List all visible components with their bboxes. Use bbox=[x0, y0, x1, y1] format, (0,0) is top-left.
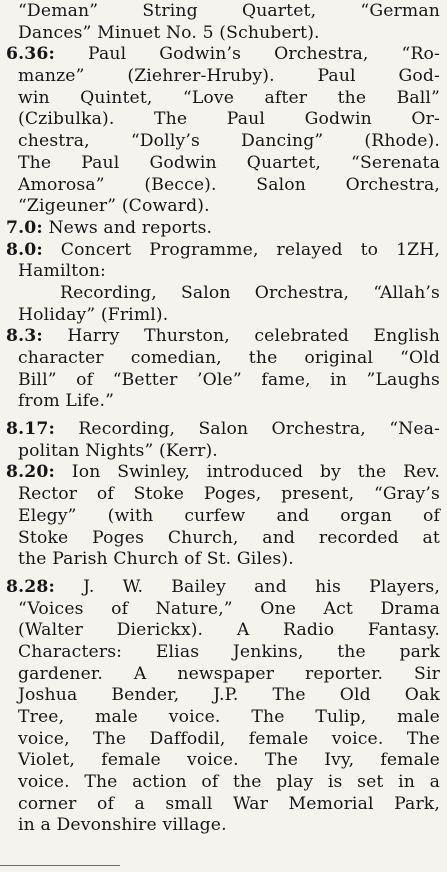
entry-line: Rector of Stoke Poges, present, “Gray’s bbox=[18, 484, 440, 505]
entry-time: 8.0: bbox=[6, 239, 43, 260]
entry-line: Harry Thurston, celebrated English bbox=[42, 326, 440, 347]
entry-line: Elegy” (with curfew and organ of bbox=[18, 505, 440, 526]
entry-line: in a Devonshire village. bbox=[18, 815, 227, 836]
programme-entry-continuation bbox=[6, 1, 440, 44]
programme-entry-803 bbox=[6, 326, 440, 413]
entry-line: Hamilton: bbox=[18, 261, 106, 282]
column-end-rule bbox=[0, 865, 120, 866]
entry-line: Dances” Minuet No. 5 (Schubert). bbox=[18, 22, 320, 43]
entry-line: “Deman” String Quartet, “German bbox=[18, 1, 440, 21]
entry-line: chestra, “Dolly’s Dancing” (Rhode). bbox=[18, 131, 440, 152]
entry-line: gardener. A newspaper reporter. Sir bbox=[18, 663, 440, 684]
entry-line: J. W. Bailey and his Players, bbox=[54, 576, 440, 597]
entry-line: Concert Programme, relayed to 1ZH, bbox=[42, 239, 440, 260]
programme-entry-828 bbox=[6, 577, 440, 837]
entry-time: 8.3: bbox=[6, 326, 43, 347]
radio-programme-column bbox=[6, 1, 440, 837]
entry-line: Amorosa” (Becce). Salon Orchestra, bbox=[18, 174, 440, 195]
entry-line: from Life.” bbox=[18, 391, 115, 412]
entry-time: 8.20: bbox=[6, 462, 55, 483]
programme-entry-817 bbox=[6, 419, 440, 462]
entry-line: Characters: Elias Jenkins, the park bbox=[18, 641, 440, 662]
entry-line: Violet, female voice. The Ivy, female bbox=[18, 750, 440, 771]
entry-time: 8.28: bbox=[6, 576, 55, 597]
entry-line: Tree, male voice. The Tulip, male bbox=[18, 707, 440, 727]
entry-time: 6.36: bbox=[6, 44, 55, 65]
entry-line: politan Nights” (Kerr). bbox=[18, 440, 218, 461]
entry-line: voice. The action of the play is set in a bbox=[18, 772, 440, 793]
entry-line: Holiday” (Friml). bbox=[18, 304, 169, 325]
entry-line: “Voices of Nature,” One Act Drama bbox=[18, 598, 440, 619]
entry-line: Paul Godwin’s Orchestra, “Ro- bbox=[54, 44, 440, 65]
entry-line: (Walter Dierickx). A Radio Fantasy. bbox=[18, 620, 440, 641]
entry-line: Recording, Salon Orchestra, “Allah’s bbox=[60, 282, 440, 303]
programme-entry-800 bbox=[6, 240, 440, 327]
entry-time: 7.0: bbox=[6, 217, 43, 238]
entry-line: Ion Swinley, introduced by the Rev. bbox=[54, 462, 440, 483]
programme-entry-700 bbox=[6, 218, 440, 240]
entry-line: corner of a small War Memorial Park, bbox=[18, 793, 440, 814]
entry-time: 8.17: bbox=[6, 419, 55, 440]
entry-line: manze” (Ziehrer-Hruby). Paul God- bbox=[18, 66, 440, 87]
programme-entry-636 bbox=[6, 44, 440, 218]
programme-entry-820 bbox=[6, 462, 440, 570]
entry-line: Stoke Poges Church, and recorded at bbox=[18, 527, 440, 548]
entry-line: “Zigeuner” (Coward). bbox=[18, 196, 210, 217]
entry-line: Bill” of “Better ’Ole” fame, in ”Laughs bbox=[18, 369, 440, 390]
entry-line: Recording, Salon Orchestra, “Nea- bbox=[54, 419, 440, 440]
entry-line: the Parish Church of St. Giles). bbox=[18, 549, 294, 570]
entry-line: News and reports. bbox=[42, 217, 213, 238]
entry-line: character comedian, the original “Old bbox=[18, 348, 440, 368]
entry-line: (Czibulka). The Paul Godwin Or- bbox=[18, 109, 440, 130]
entry-line: voice, The Daffodil, female voice. The bbox=[18, 728, 440, 749]
entry-line: win Quintet, “Love after the Ball” bbox=[18, 87, 440, 108]
entry-line: Joshua Bender, J.P. The Old Oak bbox=[18, 685, 440, 706]
entry-line: The Paul Godwin Quartet, “Serenata bbox=[18, 152, 440, 173]
